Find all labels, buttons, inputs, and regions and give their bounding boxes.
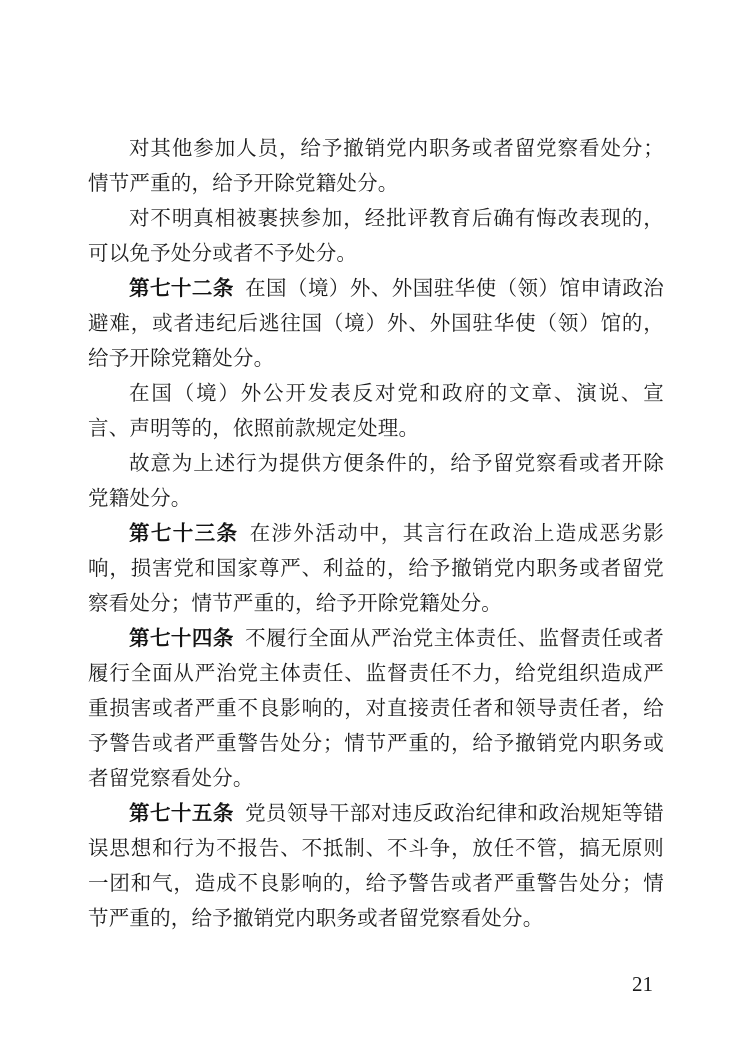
paragraph — [88, 377, 664, 447]
page-number: 21 — [632, 972, 653, 996]
paragraph — [88, 202, 664, 272]
paragraph-text: 在涉外活动中，其言行在政治上造成恶劣影响，损害党和国家尊严、利益的，给予撤销党内职务或者留党察看处分；情节严重的，给予开除党籍处分。 — [88, 523, 664, 615]
paragraph-text: 对其他参加人员，给予撤销党内职务或者留党察看处分；情节严重的，给予开除党籍处分。 — [88, 138, 664, 195]
paragraph — [88, 447, 664, 517]
paragraph-text: 在国（境）外、外国驻华使（领）馆申请政治避难，或者违纪后逃往国（境）外、外国驻华使（领）馆的，给予开除党籍处分。 — [88, 278, 665, 370]
paragraph — [88, 517, 664, 622]
paragraph — [88, 622, 664, 797]
text-block — [88, 132, 664, 937]
article-number: 第七十三条 — [129, 523, 239, 545]
paragraph — [88, 132, 664, 202]
paragraph — [88, 272, 664, 377]
paragraph-text: 故意为上述行为提供方便条件的，给予留党察看或者开除党籍处分。 — [88, 453, 664, 510]
paragraph-text: 对不明真相被裹挟参加，经批评教育后确有悔改表现的，可以免予处分或者不予处分。 — [88, 208, 664, 265]
article-number: 第七十五条 — [129, 803, 234, 825]
paragraph-text: 党员领导干部对违反政治纪律和政治规矩等错误思想和行为不报告、不抵制、不斗争，放任不管，搞无原则一团和气，造成不良影响的，给予警告或者严重警告处分；情节严重的，给予撤销党内职务或者留党察看处分。 — [88, 803, 665, 930]
article-number: 第七十四条 — [129, 628, 234, 650]
paragraph-text: 不履行全面从严治党主体责任、监督责任或者履行全面从严治党主体责任、监督责任不力，给党组织造成严重损害或者严重不良影响的，对直接责任者和领导责任者，给予警告或者严重警告处分；情节严重的，给予撤销党内职务或者留党察看处分。 — [88, 628, 665, 790]
article-number: 第七十二条 — [129, 278, 234, 300]
paragraph — [88, 797, 664, 937]
paragraph-text: 在国（境）外公开发表反对党和政府的文章、演说、宣言、声明等的，依照前款规定处理。 — [88, 383, 664, 440]
